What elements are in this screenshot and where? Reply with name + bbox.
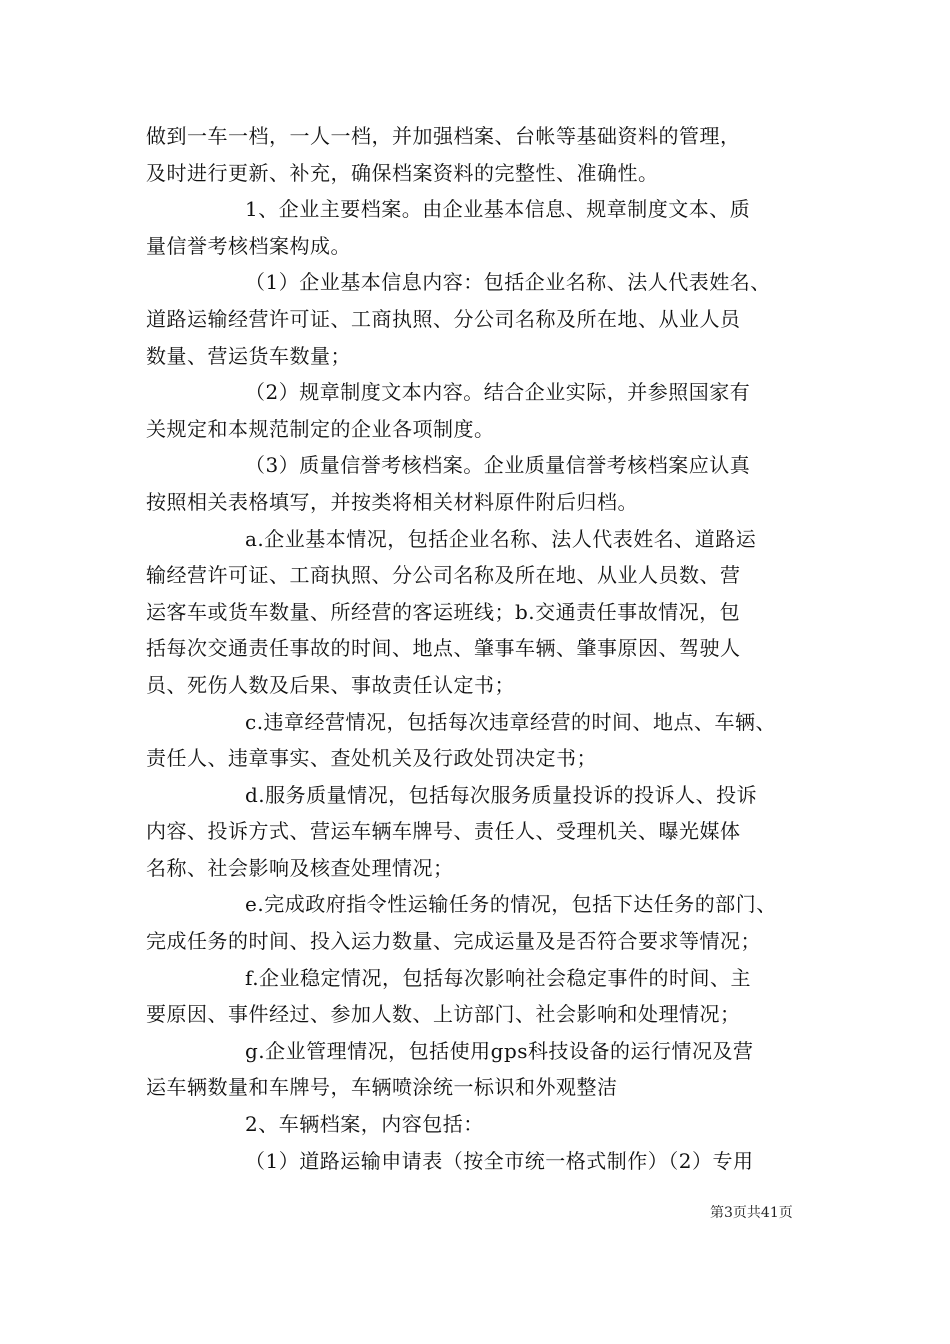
text-line: 2、车辆档案，内容包括： xyxy=(245,1112,484,1137)
text-line: 括每次交通责任事故的时间、地点、肇事车辆、肇事原因、驾驶人 xyxy=(146,636,741,661)
text-line: 关规定和本规范制定的企业各项制度。 xyxy=(146,416,495,441)
text-line: 量信誉考核档案构成。 xyxy=(146,233,351,258)
text-line: g.企业管理情况，包括使用gps科技设备的运行情况及营 xyxy=(245,1038,754,1063)
text-line: 输经营许可证、工商执照、分公司名称及所在地、从业人员数、营 xyxy=(146,563,741,588)
text-line: 做到一车一档，一人一档，并加强档案、台帐等基础资料的管理， xyxy=(146,124,741,148)
text-line: 完成任务的时间、投入运力数量、完成运量及是否符合要求等情况； xyxy=(146,929,761,954)
text-line: 员、死伤人数及后果、事故责任认定书； xyxy=(146,672,515,697)
text-line: 1、企业主要档案。由企业基本信息、规章制度文本、质 xyxy=(245,197,751,222)
document-body xyxy=(146,118,826,1179)
text-line: d.服务质量情况，包括每次服务质量投诉的投诉人、投诉 xyxy=(245,782,758,807)
page-number: 第3页共41页 xyxy=(710,1205,793,1221)
text-line: 道路运输经营许可证、工商执照、分公司名称及所在地、从业人员 xyxy=(146,306,741,331)
text-line: 要原因、事件经过、参加人数、上访部门、社会影响和处理情况； xyxy=(146,1002,741,1027)
text-line: 内容、投诉方式、营运车辆车牌号、责任人、受理机关、曝光媒体 xyxy=(146,819,741,844)
text-line: a.企业基本情况，包括企业名称、法人代表姓名、道路运 xyxy=(245,526,757,551)
text-line: （2）规章制度文本内容。结合企业实际，并参照国家有 xyxy=(245,380,751,405)
text-line: （3）质量信誉考核档案。企业质量信誉考核档案应认真 xyxy=(245,453,751,478)
text-line: 责任人、违章事实、查处机关及行政处罚决定书； xyxy=(146,746,597,771)
text-line: c.违章经营情况，包括每次违章经营的时间、地点、车辆、 xyxy=(245,709,777,734)
text-line: f.企业稳定情况，包括每次影响社会稳定事件的时间、主 xyxy=(245,965,752,990)
text-line: 数量、营运货车数量； xyxy=(146,343,351,368)
text-line: （1）企业基本信息内容：包括企业名称、法人代表姓名、 xyxy=(245,270,771,295)
text-line: 名称、社会影响及核查处理情况； xyxy=(146,855,454,880)
text-line: 按照相关表格填写，并按类将相关材料原件附后归档。 xyxy=(146,489,638,514)
text-line: e.完成政府指令性运输任务的情况，包括下达任务的部门、 xyxy=(245,892,777,917)
text-line: 及时进行更新、补充，确保档案资料的完整性、准确性。 xyxy=(146,160,659,185)
text-line: 运车辆数量和车牌号，车辆喷涂统一标识和外观整洁 xyxy=(146,1075,618,1100)
text-line: 运客车或货车数量、所经营的客运班线；b.交通责任事故情况，包 xyxy=(146,599,741,624)
text-line: （1）道路运输申请表（按全市统一格式制作）（2）专用 xyxy=(245,1148,754,1173)
